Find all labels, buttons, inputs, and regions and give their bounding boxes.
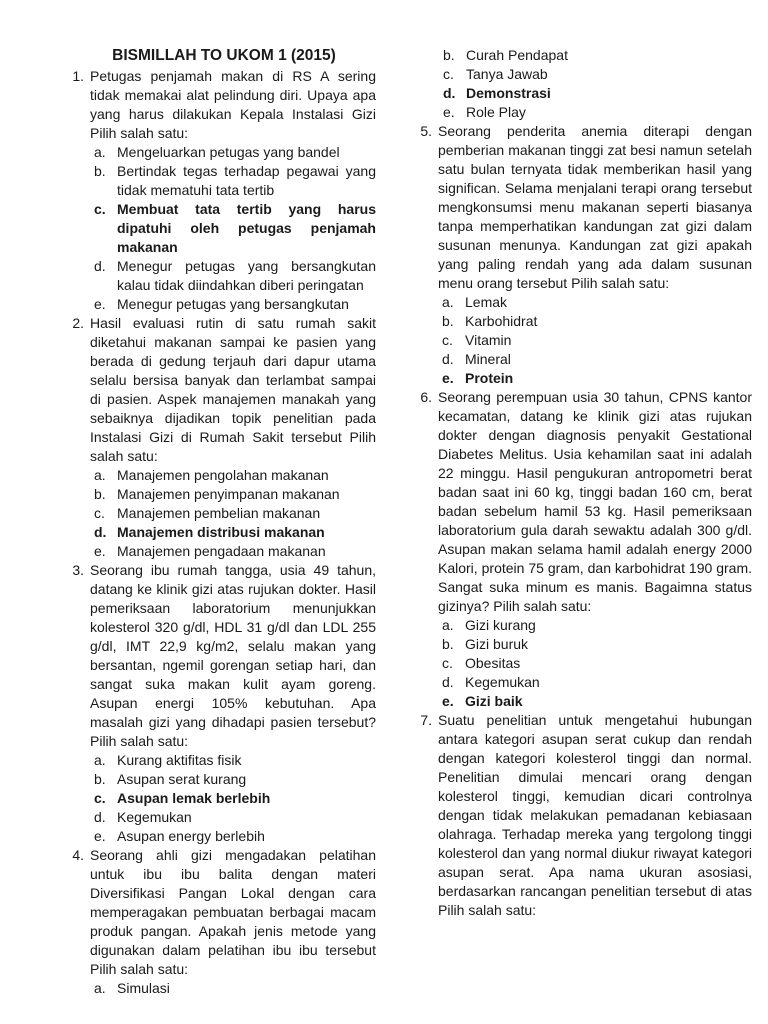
option-text: Tanya Jawab [466,66,548,82]
answer-option [438,350,752,369]
option-letter: e. [94,828,106,844]
question-number: 7. [420,712,432,728]
answer-option [90,162,376,200]
option-list [438,616,752,711]
option-text: Manajemen distribusi makanan [117,524,325,540]
option-letter: e. [442,370,454,386]
question-item [412,122,752,388]
option-letter: d. [442,351,454,367]
option-letter: c. [94,790,106,806]
option-letter: b. [94,486,106,502]
option-letter: d. [443,85,456,101]
answer-option [438,654,752,673]
option-letter: b. [442,313,454,329]
option-letter: c. [94,201,106,217]
answer-option [438,293,752,312]
option-letter: a. [94,980,106,996]
left-column [64,46,376,998]
option-text: Vitamin [465,332,512,348]
question-number: 1. [72,68,84,84]
question-text: Seorang ahli gizi mengadakan pelatihan untuk ibu ibu balita dengan materi Diversifikasi Pangan Lokal dengan cara memperagakan pembuatan berbagai macam produk pangan. Apakah jenis metode yang digunakan dalam pelatihan ibu ibu tersebut Pilih salah satu: [90,847,376,977]
option-letter: d. [442,674,454,690]
option-letter: c. [442,332,453,348]
option-letter: c. [443,66,454,82]
option-text: Menegur petugas yang bersangkutan kalau tidak diindahkan diberi peringatan [117,258,376,293]
answer-option [90,751,376,770]
option-letter: b. [443,47,455,63]
option-text: Role Play [466,104,526,120]
answer-option [90,143,376,162]
option-letter: a. [94,467,106,483]
option-text: Manajemen pengolahan makanan [117,467,329,483]
page-title: BISMILLAH TO UKOM 1 (2015) [112,47,336,64]
option-text: Kurang aktifitas fisik [117,752,242,768]
answer-option [90,257,376,295]
option-text: Menegur petugas yang bersangkutan [117,296,349,312]
option-text: Asupan serat kurang [117,771,247,787]
option-letter: e. [94,296,106,312]
option-text: Manajemen pembelian makanan [117,505,321,521]
question-text: Petugas penjamah makan di RS A sering tidak memakai alat pelindung diri. Upaya apa yang harus dilakukan Kepala Instalasi Gizi Pilih salah satu: [90,68,376,141]
answer-option-correct [90,523,376,542]
option-text: Membuat tata tertib yang harus dipatuhi oleh petugas penjamah makanan [117,201,376,255]
right-question-list [412,122,752,920]
question-item [64,67,376,314]
question-item [64,846,376,998]
answer-option [90,542,376,561]
option-text: Demonstrasi [466,85,551,101]
question-number: 4. [72,847,84,863]
answer-option-correct [90,789,376,808]
option-text: Asupan energy berlebih [117,828,265,844]
question-text: Seorang perempuan usia 30 tahun, CPNS kantor kecamatan, datang ke klinik gizi atas rujukan dokter dengan diagnosis penyakit Gestational Diabetes Melitus. Usia kehamilan saat ini adalah 22 minggu. Hasil pengukuran antropometri berat badan saat ini 60 kg, tinggi badan 160 cm, berat badan sebelum hamil 53 kg. Hasil pemeriksaan laboratorium gula darah sewaktu adalah 300 g/dl. Asupan makan selama hamil adalah energy 2000 Kalori, protein 75 gram, dan karbohidrat 190 gram. Sangat suka minum es manis. Bagaimna status gizinya? Pilih salah satu: [438,389,752,614]
option-text: Lemak [465,294,508,310]
answer-option [438,616,752,635]
option-letter: e. [442,693,454,709]
question-text: Hasil evaluasi rutin di satu rumah sakit diketahui makanan sampai ke pasien yang berada di gedung terjauh dari dapur utama selalu bersisa banyak dan terlambat sampai di pasien. Aspek manajemen manakah yang sebaiknya dijadikan topik penelitian pada Instalasi Gizi di Rumah Sakit tersebut Pilih salah satu: [90,315,376,464]
question-item [64,561,376,846]
option-letter: a. [94,752,106,768]
left-question-list [64,67,376,998]
continued-options [412,46,752,122]
answer-option [438,331,752,350]
answer-option [90,485,376,504]
question-number: 3. [72,562,84,578]
option-text: Protein [465,370,514,386]
question-item [64,314,376,561]
option-text: Mineral [465,351,511,367]
answer-option [438,312,752,331]
answer-option [90,295,376,314]
option-text: Gizi baik [465,693,523,709]
option-text: Mengeluarkan petugas yang bandel [117,144,340,160]
answer-option [90,979,376,998]
option-letter: e. [443,104,455,120]
answer-option [438,673,752,692]
option-list [90,979,376,998]
option-letter: d. [94,258,106,274]
answer-option [90,827,376,846]
question-item [412,711,752,920]
option-letter: a. [442,617,454,633]
answer-option [412,103,752,122]
option-list [438,293,752,388]
option-letter: e. [94,543,106,559]
option-text: Kegemukan [465,674,540,690]
option-letter: d. [94,809,106,825]
question-text: Suatu penelitian untuk mengetahui hubungan antara kategori asupan serat cukup dan rendah dengan kategori kolesterol tinggi dan normal. Penelitian dimulai mencari orang dengan kolesterol tinggi, kemudian dicari controlnya dengan tidak melakukan pemadanan kebiasaan olahraga. Terhadap mereka yang tergolong tinggi kolesterol dan yang normal diukur riwayat kategori asupan serat. Apa nama ukuran asosiasi, berdasarkan rancangan penelitian tersebut di atas Pilih salah satu: [438,712,752,918]
option-letter: b. [94,771,106,787]
question-number: 2. [72,315,84,331]
answer-option-correct [438,692,752,711]
question-number: 5. [420,123,432,139]
right-column [412,46,752,920]
answer-option [438,635,752,654]
option-list [90,751,376,846]
option-text: Bertindak tegas terhadap pegawai yang tidak mematuhi tata tertib [117,163,376,198]
answer-option-correct [90,200,376,257]
option-text: Asupan lemak berlebih [117,790,271,806]
option-text: Gizi buruk [465,636,529,652]
option-text: Obesitas [465,655,521,671]
option-text: Gizi kurang [465,617,536,633]
option-text: Manajemen penyimpanan makanan [117,486,340,502]
option-text: Kegemukan [117,809,192,825]
option-letter: c. [94,505,105,521]
question-item [412,388,752,711]
option-letter: b. [442,636,454,652]
option-letter: d. [94,524,107,540]
question-number: 6. [420,389,432,405]
answer-option [412,46,752,65]
answer-option [90,770,376,789]
answer-option [90,808,376,827]
option-text: Simulasi [117,980,170,996]
option-text: Curah Pendapat [466,47,568,63]
answer-option [412,65,752,84]
option-letter: b. [94,163,106,179]
answer-option [90,504,376,523]
question-text: Seorang penderita anemia diterapi dengan pemberian makanan tinggi zat besi namun setelah satu bulan ternyata tidak memberikan hasil yang significan. Selama menjalani terapi orang tersebut mengkonsumsi menu makanan seperti biasanya tanpa memperhatikan kandungan zat gizi dalam susunan menunya. Kandungan zat gizi apakah yang paling rendah yang ada dalam susunan menu orang tersebut Pilih salah satu: [438,123,752,291]
answer-option-correct [412,84,752,103]
option-text: Manajemen pengadaan makanan [117,543,326,559]
option-letter: a. [94,144,106,160]
option-list [90,466,376,561]
option-list [90,143,376,314]
answer-option-correct [438,369,752,388]
option-letter: c. [442,655,453,671]
option-text: Karbohidrat [465,313,538,329]
answer-option [90,466,376,485]
question-text: Seorang ibu rumah tangga, usia 49 tahun, datang ke klinik gizi atas rujukan dokter. Hasil pemeriksaan laboratorium menunjukkan kolesterol 320 g/dl, HDL 31 g/dl dan LDL 255 g/dl, IMT 22,9 kg/m2, selalu makan yang bersantan, ngemil gorengan setiap hari, dan sangat suka makan kulit ayam goreng. Asupan energi 105% kebutuhan. Apa masalah gizi yang dihadapi pasien tersebut? Pilih salah satu: [90,562,376,749]
option-letter: a. [442,294,454,310]
